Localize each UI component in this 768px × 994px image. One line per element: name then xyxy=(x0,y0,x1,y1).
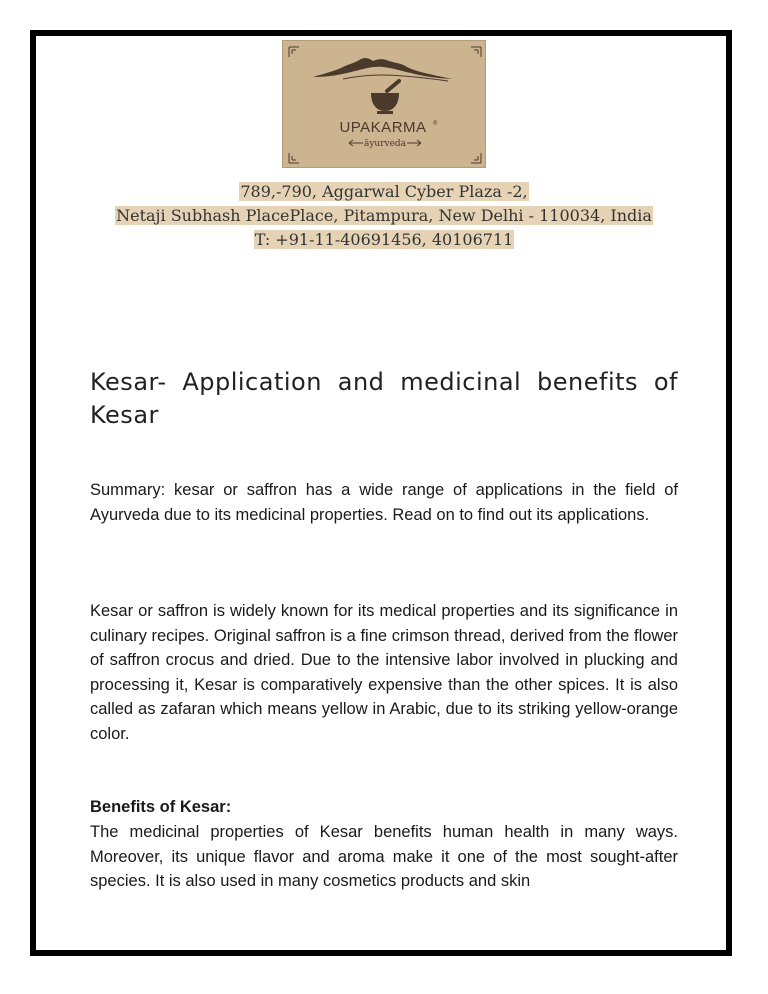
logo-graphic xyxy=(283,41,487,169)
mortar-pestle-icon xyxy=(371,81,399,114)
article-intro: Kesar or saffron is widely known for its medical properties and its significance in culinary recipes. Original saffron is a fine crimson thread, derived from the flower of saffron crocus and dried. Due to the intensive labor involved in plucking and processing it, Kesar is comparatively expensive than the other spices. It is also called as zafaran which means yellow in Arabic, due to its striking yellow-orange color. xyxy=(90,602,678,743)
address-line-1: 789,-790, Aggarwal Cyber Plaza -2, xyxy=(240,182,528,201)
address-line-2: Netaji Subhash PlacePlace, Pitampura, New Delhi - 110034, India xyxy=(116,206,652,225)
logo-brand: UPAKARMA xyxy=(339,119,427,136)
address-phone: T: +91-11-40691456, 40106711 xyxy=(254,230,514,249)
benefits-paragraph: The medicinal properties of Kesar benefits human health in many ways. Moreover, its unique flavor and aroma make it one of the most sought-after species. It is also used in many cosmetics products and skin xyxy=(90,823,678,891)
company-address xyxy=(60,180,708,252)
mountain-icon xyxy=(313,58,453,79)
logo-registered-mark: ® xyxy=(433,121,438,127)
article-summary: Summary: kesar or saffron has a wide range of applications in the field of Ayurveda due to its medicinal properties. Read on to find out its applications. xyxy=(90,481,678,524)
upakarma-logo xyxy=(282,40,486,168)
logo-tagline: āyurveda xyxy=(363,139,407,149)
article-title: Kesar- Application and medicinal benefits of Kesar xyxy=(90,368,678,429)
benefits-heading: Benefits of Kesar: xyxy=(90,798,232,816)
